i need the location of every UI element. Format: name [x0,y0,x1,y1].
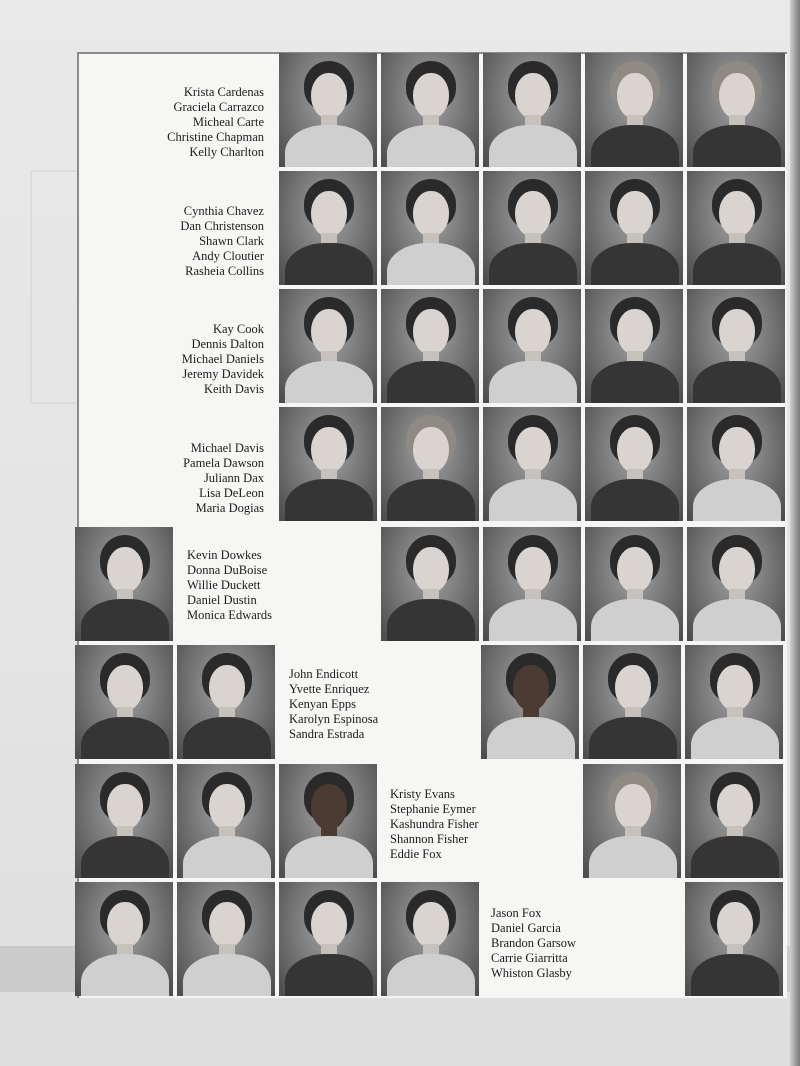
names-row-1 [167,85,264,160]
student-name: Michael Daniels [181,352,264,366]
student-portrait [381,882,479,996]
student-name: Stephanie Eymer [390,802,476,816]
student-portrait [585,407,683,521]
student-portrait [75,882,173,996]
student-name: Kelly Charlton [189,145,264,159]
student-name: Karolyn Espinosa [289,712,379,726]
student-name: Juliann Dax [203,471,264,485]
student-portrait [177,645,275,759]
student-name: Lisa DeLeon [199,486,264,500]
student-portrait [687,53,785,167]
student-name: Shawn Clark [199,234,264,248]
student-portrait [483,53,581,167]
names-row-2 [180,204,264,279]
student-portrait [279,407,377,521]
student-name: Kay Cook [212,322,264,336]
student-name: Sandra Estrada [289,727,365,741]
student-name: Kenyan Epps [289,697,356,711]
student-name: Rasheia Collins [185,264,264,278]
student-name: Maria Dogias [195,501,264,515]
student-portrait [687,171,785,285]
student-name: Yvette Enriquez [289,682,370,696]
student-portrait [177,764,275,878]
student-name: Shannon Fisher [390,832,469,846]
student-portrait [279,882,377,996]
student-name: Dennis Dalton [191,337,264,351]
student-portrait [583,645,681,759]
student-name: Pamela Dawson [183,456,264,470]
names-row-3 [182,322,264,397]
student-portrait [685,764,783,878]
student-portrait [279,764,377,878]
student-portrait [585,171,683,285]
student-portrait [483,289,581,403]
names-row-8 [491,906,576,981]
student-name: Carrie Giarritta [491,951,568,965]
student-portrait [75,527,173,641]
student-portrait [381,171,479,285]
names-row-5 [187,548,272,623]
student-portrait [585,527,683,641]
student-name: Christine Chapman [167,130,264,144]
student-name: Keith Davis [203,382,264,396]
student-name: John Endicott [289,667,359,681]
student-name: Jeremy Davidek [182,367,264,381]
student-name: Donna DuBoise [187,563,268,577]
names-row-6 [289,667,378,742]
student-name: Micheal Carte [192,115,264,129]
student-name: Dan Christenson [180,219,264,233]
student-name: Kevin Dowkes [187,548,262,562]
student-portrait [685,645,783,759]
student-portrait [687,407,785,521]
student-portrait [481,645,579,759]
student-portrait [483,171,581,285]
student-name: Andy Cloutier [192,249,264,263]
student-name: Jason Fox [491,906,542,920]
student-portrait [279,289,377,403]
student-portrait [177,882,275,996]
student-name: Graciela Carrazco [173,100,264,114]
student-name: Kashundra Fisher [390,817,479,831]
student-portrait [381,407,479,521]
student-portrait [483,527,581,641]
student-portrait [381,527,479,641]
names-row-4 [183,441,264,516]
student-portrait [483,407,581,521]
student-name: Eddie Fox [390,847,442,861]
names-row-7 [390,787,479,862]
student-name: Daniel Dustin [187,593,257,607]
student-name: Krista Cardenas [183,85,264,99]
student-name: Brandon Garsow [491,936,577,950]
student-portrait [687,289,785,403]
student-name: Michael Davis [190,441,264,455]
student-name: Monica Edwards [187,608,273,622]
student-portrait [75,645,173,759]
student-portrait [687,527,785,641]
book-spine-shadow [790,0,800,1066]
student-portrait [279,53,377,167]
student-portrait [381,289,479,403]
student-portrait [583,764,681,878]
student-portrait [381,53,479,167]
student-name: Cynthia Chavez [183,204,264,218]
student-portrait [585,289,683,403]
student-portrait [75,764,173,878]
student-portrait [685,882,783,996]
student-portrait [279,171,377,285]
student-name: Whiston Glasby [491,966,572,980]
student-name: Willie Duckett [187,578,261,592]
student-portrait [585,53,683,167]
student-name: Kristy Evans [390,787,455,801]
student-name: Daniel Garcia [491,921,561,935]
